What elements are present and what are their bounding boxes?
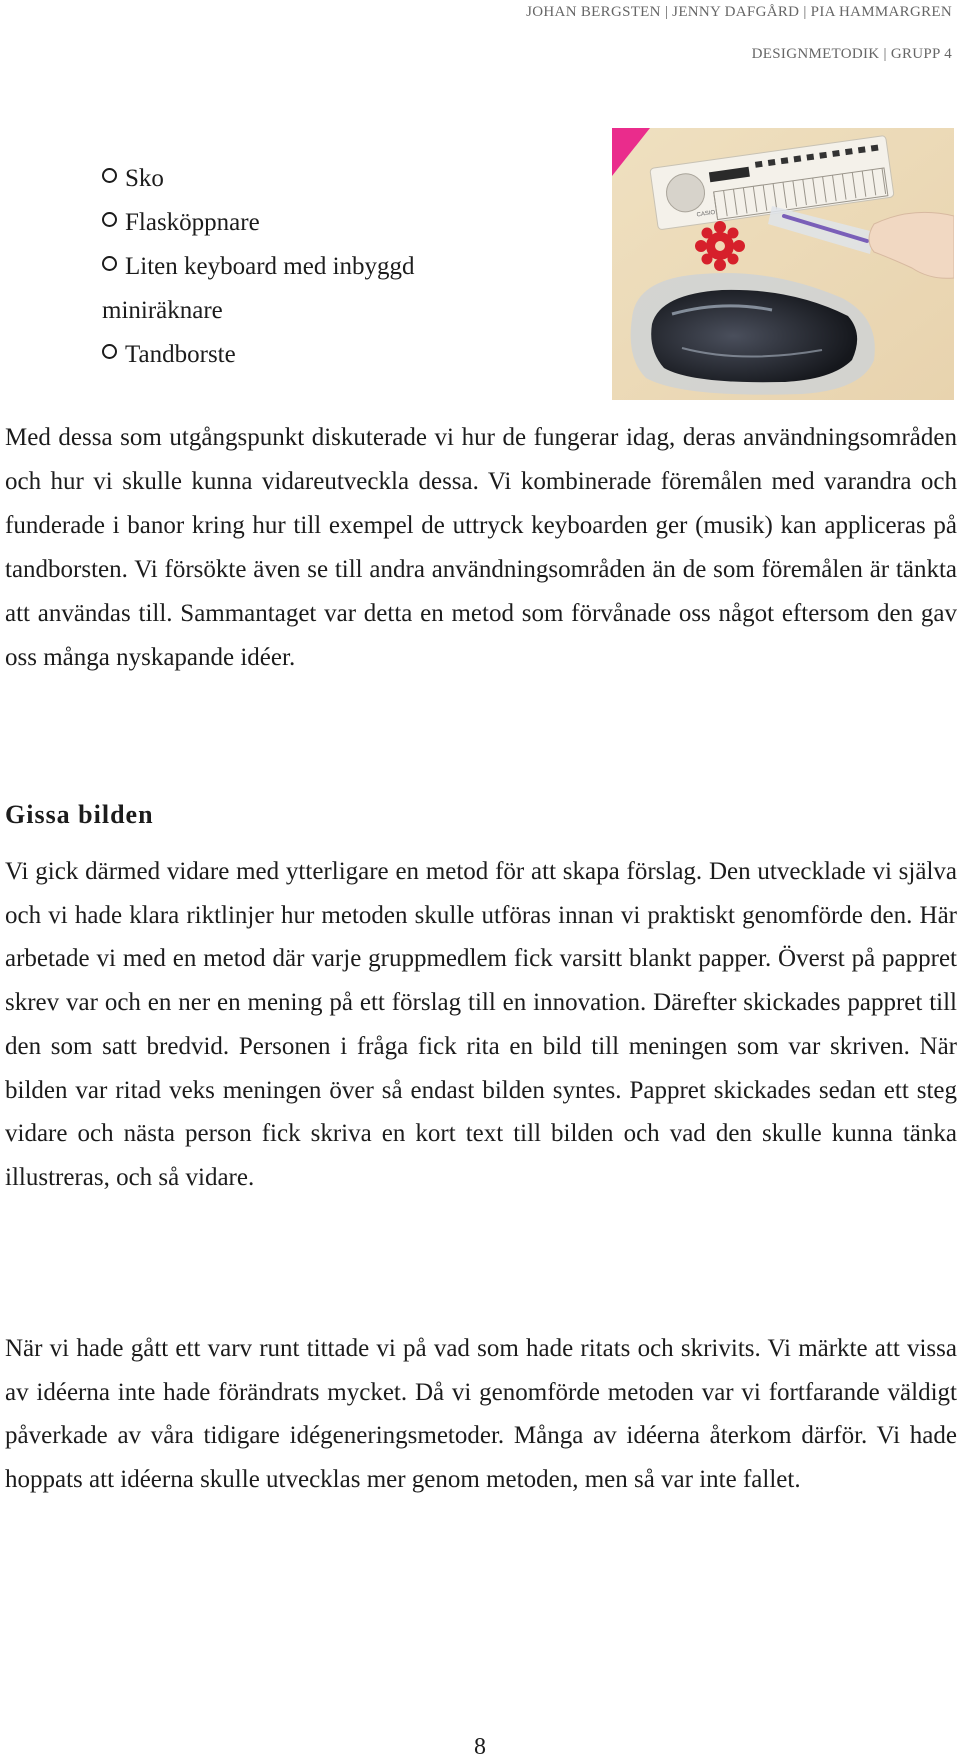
list-item: Tandborste [102, 333, 522, 377]
paragraph-gissa-bilden-method: Vi gick därmed vidare med ytterligare en metod för att skapa förslag. Den utvecklade vi själva och vi hade klara riktlinjer hur metoden skulle utföras innan vi praktiskt genomförde den. Här arbetade vi med en metod där varje gruppmedlem fick varsitt blankt papper. Överst på pappret skrev var och en ner en mening på ett förslag till en innovation. Därefter skickades pappret till den som satt bredvid. Personen i fråga fick rita en bild till meningen som var skriven. När bilden var ritad veks meningen över så endast bilden syntes. Pappret skickades sedan ett steg vidare och nästa person fick skriva en kort text till bilden och vad den skulle kunna tänka illustreras, och så vidare. [5, 858, 957, 1191]
list-item: Sko [102, 157, 522, 201]
header-course: DESIGNMETODIK | GRUPP 4 [751, 46, 952, 62]
section-heading: Gissa bilden [5, 800, 154, 829]
object-list [102, 157, 522, 377]
bullet-circle-icon [102, 256, 117, 271]
bullet-circle-icon [102, 344, 117, 359]
paragraph-gissa-bilden-result: När vi hade gått ett varv runt tittade vi på vad som hade ritats och skrivits. Vi märkte att vissa av idéerna inte hade förändrats mycket. Då vi genomförde metoden var vi fortfarande väldigt påverkade av våra tidigare idégeneringsmetoder. Många av idéerna återkom därför. Vi hade hoppats att idéerna skulle utvecklas mer genom metoden, men så var inte fallet. [5, 1335, 957, 1494]
photo-of-objects [612, 128, 954, 400]
list-item: Flasköppnare [102, 201, 522, 245]
bullet-circle-icon [102, 168, 117, 183]
header-authors: JOHAN BERGSTEN | JENNY DAFGÅRD | PIA HAMMARGREN [526, 4, 952, 20]
list-item: Liten keyboard med inbyggd miniräknare [102, 253, 415, 324]
paragraph-method-discussion: Med dessa som utgångspunkt diskuterade vi hur de fungerar idag, deras användningsområden och hur vi skulle kunna vidareutveckla dessa. Vi kombinerade föremålen med varandra och funderade i banor kring hur till exempel de uttryck keyboarden ger (musik) kan appliceras på tandborsten. Vi försökte även se till andra användningsområden än de som föremålen är tänkta att användas till. Sammantaget var detta en metod som förvånade oss något eftersom den gav oss många nyskapande idéer. [5, 424, 957, 671]
svg-text:CASIO: CASIO [696, 209, 716, 219]
page-number: 8 [474, 1734, 486, 1760]
bullet-circle-icon [102, 212, 117, 227]
